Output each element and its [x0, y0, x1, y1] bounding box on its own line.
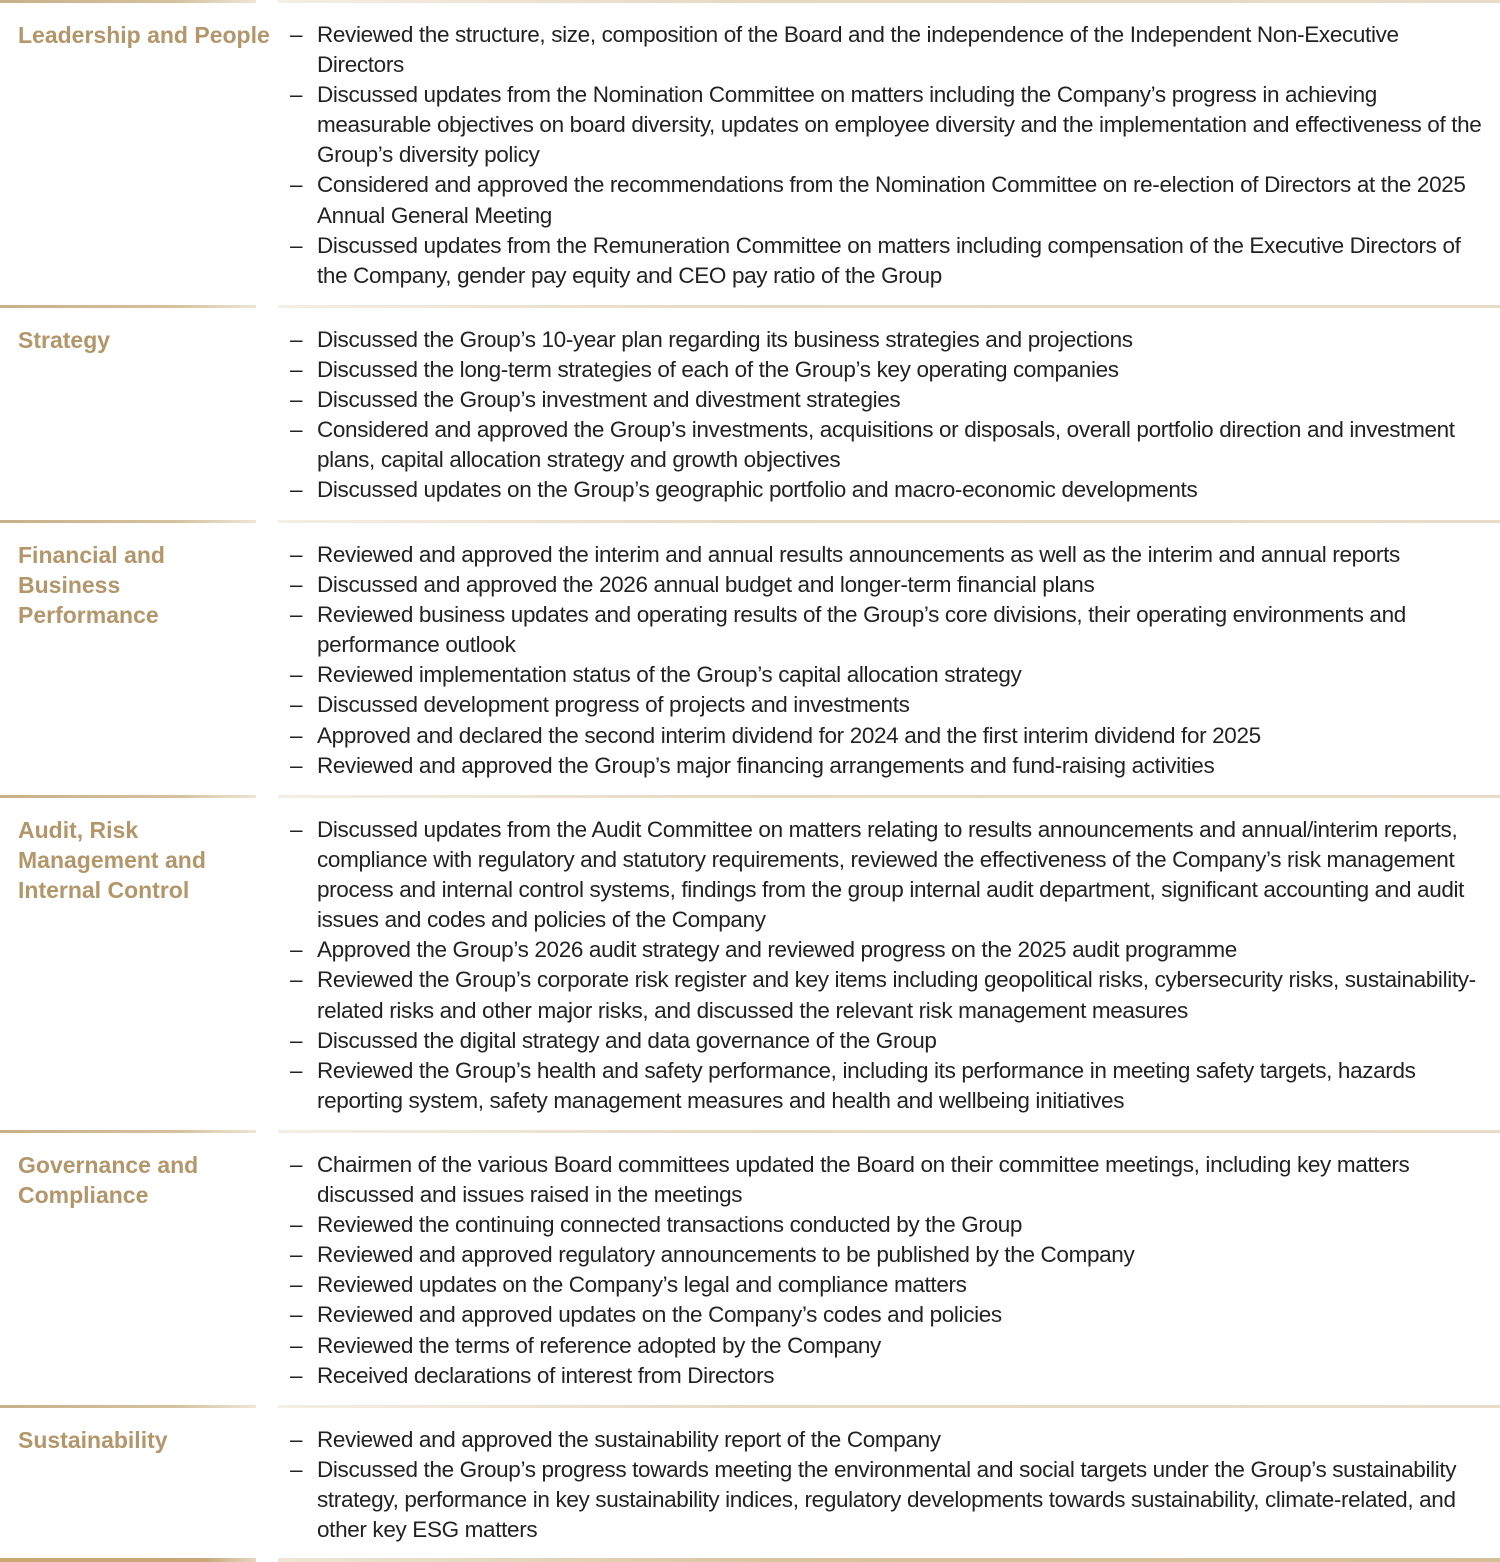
- dash-bullet-icon: –: [290, 1027, 303, 1053]
- dash-bullet-icon: –: [290, 1152, 303, 1177]
- section-heading: Governance and Compliance: [18, 1152, 199, 1208]
- dash-bullet-icon: –: [290, 357, 303, 383]
- dash-bullet-icon: –: [290, 22, 303, 47]
- dash-bullet-icon: –: [290, 232, 303, 258]
- activity-list: [278, 309, 1500, 520]
- list-item: – Discussed the Group’s investment and divestment strategies: [278, 385, 1490, 415]
- dash-bullet-icon: –: [290, 387, 303, 413]
- dash-bullet-icon: –: [290, 752, 303, 778]
- list-item: – Discussed the long-term strategies of each of the Group’s key operating companies: [278, 355, 1490, 385]
- section-divider: [0, 520, 1500, 524]
- dash-bullet-icon: –: [290, 1242, 303, 1268]
- dash-bullet-icon: –: [290, 602, 303, 628]
- list-item: – Reviewed updates on the Company’s legal and compliance matters: [278, 1270, 1490, 1300]
- list-item: – Discussed the Group’s 10-year plan regarding its business strategies and projections: [278, 325, 1490, 355]
- list-item: – Discussed updates from the Remuneration Committee on matters including compensation of the Executive Directors of the Company, gender pay equity and CEO pay ratio of the Group: [290, 232, 1461, 288]
- dash-bullet-icon: –: [290, 1302, 303, 1328]
- dash-bullet-icon: –: [290, 1272, 303, 1298]
- section-heading: Financial and Business Performance: [18, 542, 165, 628]
- section-divider: [0, 0, 1500, 4]
- list-item: – Reviewed implementation status of the Group’s capital allocation strategy: [278, 660, 1490, 690]
- list-item: – Discussed updates on the Group’s geographic portfolio and macro-economic developments: [278, 475, 1490, 505]
- dash-bullet-icon: –: [290, 1457, 303, 1483]
- dash-bullet-icon: –: [290, 817, 303, 842]
- dash-bullet-icon: –: [290, 1332, 303, 1358]
- activity-list: [278, 1409, 1500, 1558]
- list-item: – Discussed development progress of projects and investments: [278, 690, 1490, 720]
- list-item: – Discussed the digital strategy and data governance of the Group: [278, 1026, 1490, 1056]
- list-item: – Reviewed and approved regulatory announcements to be published by the Company: [278, 1240, 1490, 1270]
- activity-list: [278, 1134, 1500, 1405]
- list-item: – Reviewed and approved the sustainability report of the Company: [278, 1425, 1490, 1455]
- section-divider: [0, 1405, 1500, 1409]
- section-governance-and-compliance: [0, 1134, 1500, 1405]
- list-item: – Reviewed the Group’s health and safety performance, including its performance in meeting safety targets, hazards reporting system, safety management measures and health and wellbeing initiatives: [290, 1057, 1416, 1113]
- list-item: – Considered and approved the Group’s investments, acquisitions or disposals, overall portfolio direction and investment plans, capital allocation strategy and growth objectives: [290, 417, 1455, 473]
- list-item: – Reviewed the terms of reference adopted by the Company: [278, 1331, 1490, 1361]
- section-leadership-and-people: [0, 4, 1500, 305]
- bottom-divider: [0, 1558, 1500, 1562]
- list-item: – Discussed updates from the Nomination Committee on matters including the Company’s progress in achieving measurable objectives on board diversity, updates on employee diversity and the implementation and effectiveness of the Group’s diversity policy: [290, 82, 1482, 168]
- list-item: – Reviewed and approved updates on the Company’s codes and policies: [278, 1300, 1490, 1330]
- list-item: – Received declarations of interest from Directors: [278, 1361, 1490, 1391]
- dash-bullet-icon: –: [290, 1362, 303, 1388]
- section-heading: Sustainability: [18, 1427, 168, 1453]
- section-sustainability: [0, 1409, 1500, 1558]
- section-heading: Audit, Risk Management and Internal Control: [18, 817, 206, 903]
- section-heading: Leadership and People: [18, 22, 270, 48]
- section-divider: [0, 795, 1500, 799]
- dash-bullet-icon: –: [290, 542, 303, 567]
- dash-bullet-icon: –: [290, 692, 303, 718]
- dash-bullet-icon: –: [290, 327, 303, 352]
- dash-bullet-icon: –: [290, 937, 303, 963]
- activity-list: [278, 4, 1500, 305]
- dash-bullet-icon: –: [290, 967, 303, 993]
- dash-bullet-icon: –: [290, 1057, 303, 1083]
- list-item: – Considered and approved the recommendations from the Nomination Committee on re-election of Directors at the 2025 Annual General Meeting: [290, 172, 1466, 228]
- dash-bullet-icon: –: [290, 722, 303, 748]
- dash-bullet-icon: –: [290, 1212, 303, 1238]
- list-item: – Reviewed and approved the Group’s major financing arrangements and fund-raising activities: [278, 751, 1490, 781]
- dash-bullet-icon: –: [290, 417, 303, 443]
- dash-bullet-icon: –: [290, 477, 303, 503]
- list-item: – Reviewed the continuing connected transactions conducted by the Group: [278, 1210, 1490, 1240]
- list-item: – Approved and declared the second interim dividend for 2024 and the first interim dividend for 2025: [278, 721, 1490, 751]
- dash-bullet-icon: –: [290, 82, 303, 108]
- list-item: – Reviewed business updates and operating results of the Group’s core divisions, their operating environments and performance outlook: [290, 602, 1406, 658]
- list-item: – Discussed and approved the 2026 annual budget and longer-term financial plans: [278, 570, 1490, 600]
- section-divider: [0, 305, 1500, 309]
- section-divider: [0, 1130, 1500, 1134]
- section-financial-and-business-performance: [0, 524, 1500, 795]
- activity-list: [278, 799, 1500, 1130]
- list-item: – Reviewed the structure, size, composition of the Board and the independence of the Independent Non-Executive Directors: [290, 22, 1399, 78]
- list-item: – Discussed updates from the Audit Committee on matters relating to results announcements and annual/interim reports, compliance with regulatory and statutory requirements, reviewed the effectiveness of the Company’s risk management process and internal control systems, findings from the group internal audit department, significant accounting and audit issues and codes and policies of the Company: [290, 817, 1465, 933]
- list-item: – Reviewed and approved the interim and annual results announcements as well as the interim and annual reports: [278, 540, 1490, 570]
- section-audit-risk-management-internal-control: [0, 799, 1500, 1130]
- section-heading: Strategy: [18, 327, 111, 353]
- list-item: – Approved the Group’s 2026 audit strategy and reviewed progress on the 2025 audit programme: [278, 935, 1490, 965]
- dash-bullet-icon: –: [290, 662, 303, 688]
- list-item: – Discussed the Group’s progress towards meeting the environmental and social targets under the Group’s sustainability strategy, performance in key sustainability indices, regulatory developments towards sustainability, climate-related, and other key ESG matters: [290, 1457, 1457, 1543]
- dash-bullet-icon: –: [290, 572, 303, 598]
- list-item: – Reviewed the Group’s corporate risk register and key items including geopolitical risks, cybersecurity risks, sustainability-related risks and other major risks, and discussed the relevant risk management measures: [290, 967, 1476, 1023]
- list-item: – Chairmen of the various Board committees updated the Board on their committee meetings, including key matters discussed and issues raised in the meetings: [290, 1152, 1410, 1208]
- activity-list: [278, 524, 1500, 795]
- section-strategy: [0, 309, 1500, 520]
- dash-bullet-icon: –: [290, 172, 303, 198]
- dash-bullet-icon: –: [290, 1427, 303, 1452]
